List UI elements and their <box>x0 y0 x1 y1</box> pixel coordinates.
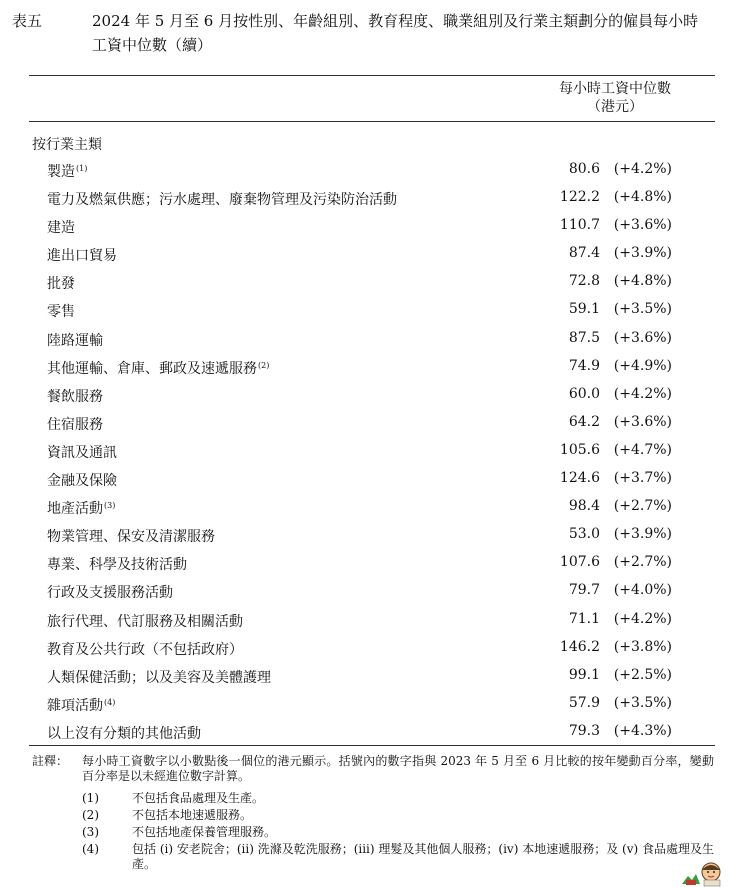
row-label-text: 住宿服務 <box>47 416 103 433</box>
yoy-change: (+4.0%) <box>613 582 672 599</box>
yoy-change: (+4.3%) <box>613 722 672 739</box>
footnote-number: (2) <box>82 808 99 822</box>
median-wage-value: 80.6 <box>568 161 600 177</box>
table-row <box>0 634 729 662</box>
row-label <box>47 695 115 715</box>
row-label-text: 建造 <box>47 220 75 237</box>
median-wage-value: 59.1 <box>568 301 600 318</box>
table-row <box>0 437 729 465</box>
row-label <box>47 611 243 631</box>
row-label-text: 物業管理、保安及清潔服務 <box>47 529 215 546</box>
table-row <box>0 549 729 577</box>
table-title-text: 2024 年 5 月至 6 月按性別、年齡組別、教育程度、職業組別及行業主類劃分的僱員每小時工資中位數（續） <box>92 12 699 54</box>
yoy-change: (+3.5%) <box>613 694 672 711</box>
yoy-change: (+3.7%) <box>613 470 672 487</box>
row-label-text: 進出口貿易 <box>47 248 117 265</box>
median-wage-value: 98.4 <box>568 498 600 515</box>
row-label <box>47 245 117 265</box>
row-label-text: 電力及燃氣供應；污水處理、廢棄物管理及污染防治活動 <box>47 192 397 209</box>
row-label-text: 陸路運輸 <box>47 332 103 349</box>
table-row <box>0 325 729 353</box>
row-label <box>47 358 269 378</box>
column-header-line1: 每小時工資中位數 <box>559 81 671 97</box>
median-wage-value: 79.7 <box>568 582 600 599</box>
footnote-marker: (3) <box>104 501 116 511</box>
footnote-text: 不包括食品處理及生產。 <box>132 791 265 805</box>
median-wage-value: 146.2 <box>559 638 600 655</box>
row-label <box>47 330 103 350</box>
row-label-text: 餐飲服務 <box>47 388 103 405</box>
median-wage-value: 99.1 <box>568 666 600 683</box>
yoy-change: (+3.9%) <box>613 245 672 262</box>
row-label-text: 金融及保險 <box>47 473 117 490</box>
yoy-change: (+3.6%) <box>613 413 672 430</box>
row-label-text: 行政及支援服務活動 <box>47 585 173 602</box>
row-label <box>47 386 103 406</box>
table-row <box>0 718 729 746</box>
row-label-text: 製造 <box>47 164 75 180</box>
median-wage-value: 72.8 <box>568 273 600 290</box>
notes-label: 註釋： <box>32 754 69 768</box>
row-label-text: 資訊及通訊 <box>47 444 117 461</box>
median-wage-value: 53.0 <box>568 526 600 543</box>
row-label-text: 地產活動 <box>47 501 103 518</box>
row-label <box>47 526 215 546</box>
footnote-marker: (2) <box>258 360 270 370</box>
median-wage-value: 107.6 <box>559 554 600 571</box>
footnote-number: (4) <box>82 842 99 856</box>
footnote-text: 不包括地產保養管理服務。 <box>132 825 277 839</box>
reading-mascot-icon <box>678 860 726 887</box>
yoy-change: (+4.2%) <box>613 610 672 627</box>
yoy-change: (+4.8%) <box>613 189 672 206</box>
table-row <box>0 296 729 324</box>
row-label-text: 以上沒有分類的其他活動 <box>47 725 201 742</box>
median-wage-value: 57.9 <box>568 694 600 711</box>
footnote-number: (1) <box>82 791 99 805</box>
header-rule <box>29 121 715 122</box>
table-row <box>0 662 729 690</box>
table-row <box>0 353 729 381</box>
median-wage-value: 87.5 <box>568 329 600 346</box>
row-label-text: 零售 <box>47 304 75 321</box>
median-wage-value: 110.7 <box>559 217 600 234</box>
bottom-rule <box>29 745 715 746</box>
row-label <box>47 498 115 518</box>
notes-text: 每小時工資數字以小數點後一個位的港元顯示。括號內的數字指與 2023 年 5 月至 6 月比較的按年變動百分率，變動百分率是以未經進位數字計算。 <box>82 754 714 783</box>
table-row <box>0 577 729 605</box>
table-row <box>0 521 729 549</box>
table-row <box>0 381 729 409</box>
row-label <box>47 554 187 574</box>
yoy-change: (+4.2%) <box>613 161 672 177</box>
row-label-text: 教育及公共行政（不包括政府） <box>47 641 243 658</box>
row-label <box>47 161 87 181</box>
yoy-change: (+2.7%) <box>613 554 672 571</box>
table-row <box>0 156 729 184</box>
row-label-text: 其他運輸、倉庫、郵政及速遞服務 <box>47 360 257 377</box>
footnote-number: (3) <box>82 825 99 839</box>
table-row <box>0 240 729 268</box>
row-label-text: 雜項活動 <box>47 697 103 714</box>
median-wage-value: 87.4 <box>568 245 600 262</box>
median-wage-value: 74.9 <box>568 357 600 374</box>
row-label <box>47 301 75 321</box>
table-row <box>0 493 729 521</box>
median-wage-value: 79.3 <box>568 722 600 739</box>
row-label-text: 專業、科學及技術活動 <box>47 557 187 574</box>
yoy-change: (+3.6%) <box>613 329 672 346</box>
top-rule <box>29 75 715 76</box>
footnote-marker: (1) <box>76 164 88 173</box>
row-label-text: 人類保健活動；以及美容及美體護理 <box>47 669 271 686</box>
yoy-change: (+3.9%) <box>613 526 672 543</box>
row-label <box>47 639 243 659</box>
row-label <box>47 470 117 490</box>
median-wage-value: 105.6 <box>559 441 600 458</box>
row-label-text: 旅行代理、代訂服務及相關活動 <box>47 613 243 630</box>
row-label <box>47 414 103 434</box>
row-label <box>47 273 75 293</box>
table-row <box>0 465 729 493</box>
median-wage-value: 64.2 <box>568 413 600 430</box>
yoy-change: (+3.5%) <box>613 301 672 318</box>
yoy-change: (+4.7%) <box>613 441 672 458</box>
row-label <box>47 667 271 687</box>
row-label <box>47 189 397 209</box>
median-wage-value: 122.2 <box>559 189 600 206</box>
table-row <box>0 409 729 437</box>
table-row <box>0 606 729 634</box>
yoy-change: (+4.9%) <box>613 357 672 374</box>
footnote-marker: (4) <box>104 697 116 707</box>
column-header <box>520 80 710 116</box>
median-wage-value: 71.1 <box>568 610 600 627</box>
table-row <box>0 268 729 296</box>
footnote-text: 包括 (i) 安老院舍；(ii) 洗滌及乾洗服務；(iii) 理髮及其他個人服務；(iv) 本地速遞服務；及 (v) 食品處理及生產。 <box>132 842 714 871</box>
yoy-change: (+3.8%) <box>613 638 672 655</box>
column-header-line2: （港元） <box>587 99 643 115</box>
table-row <box>0 212 729 240</box>
section-title: 按行業主類 <box>32 137 102 153</box>
yoy-change: (+4.8%) <box>613 273 672 290</box>
table-body <box>0 156 729 746</box>
table-row <box>0 690 729 718</box>
yoy-change: (+4.2%) <box>613 385 672 402</box>
yoy-change: (+3.6%) <box>613 217 672 234</box>
table-number: 表五 <box>12 12 43 30</box>
yoy-change: (+2.7%) <box>613 498 672 515</box>
median-wage-value: 124.6 <box>559 470 600 487</box>
row-label <box>47 723 201 743</box>
footnote-text: 不包括本地速遞服務。 <box>132 808 253 822</box>
row-label <box>47 217 75 237</box>
row-label <box>47 442 117 462</box>
median-wage-value: 60.0 <box>568 385 600 402</box>
row-label <box>47 582 173 602</box>
table-row <box>0 184 729 212</box>
yoy-change: (+2.5%) <box>613 666 672 683</box>
row-label-text: 批發 <box>47 276 75 293</box>
